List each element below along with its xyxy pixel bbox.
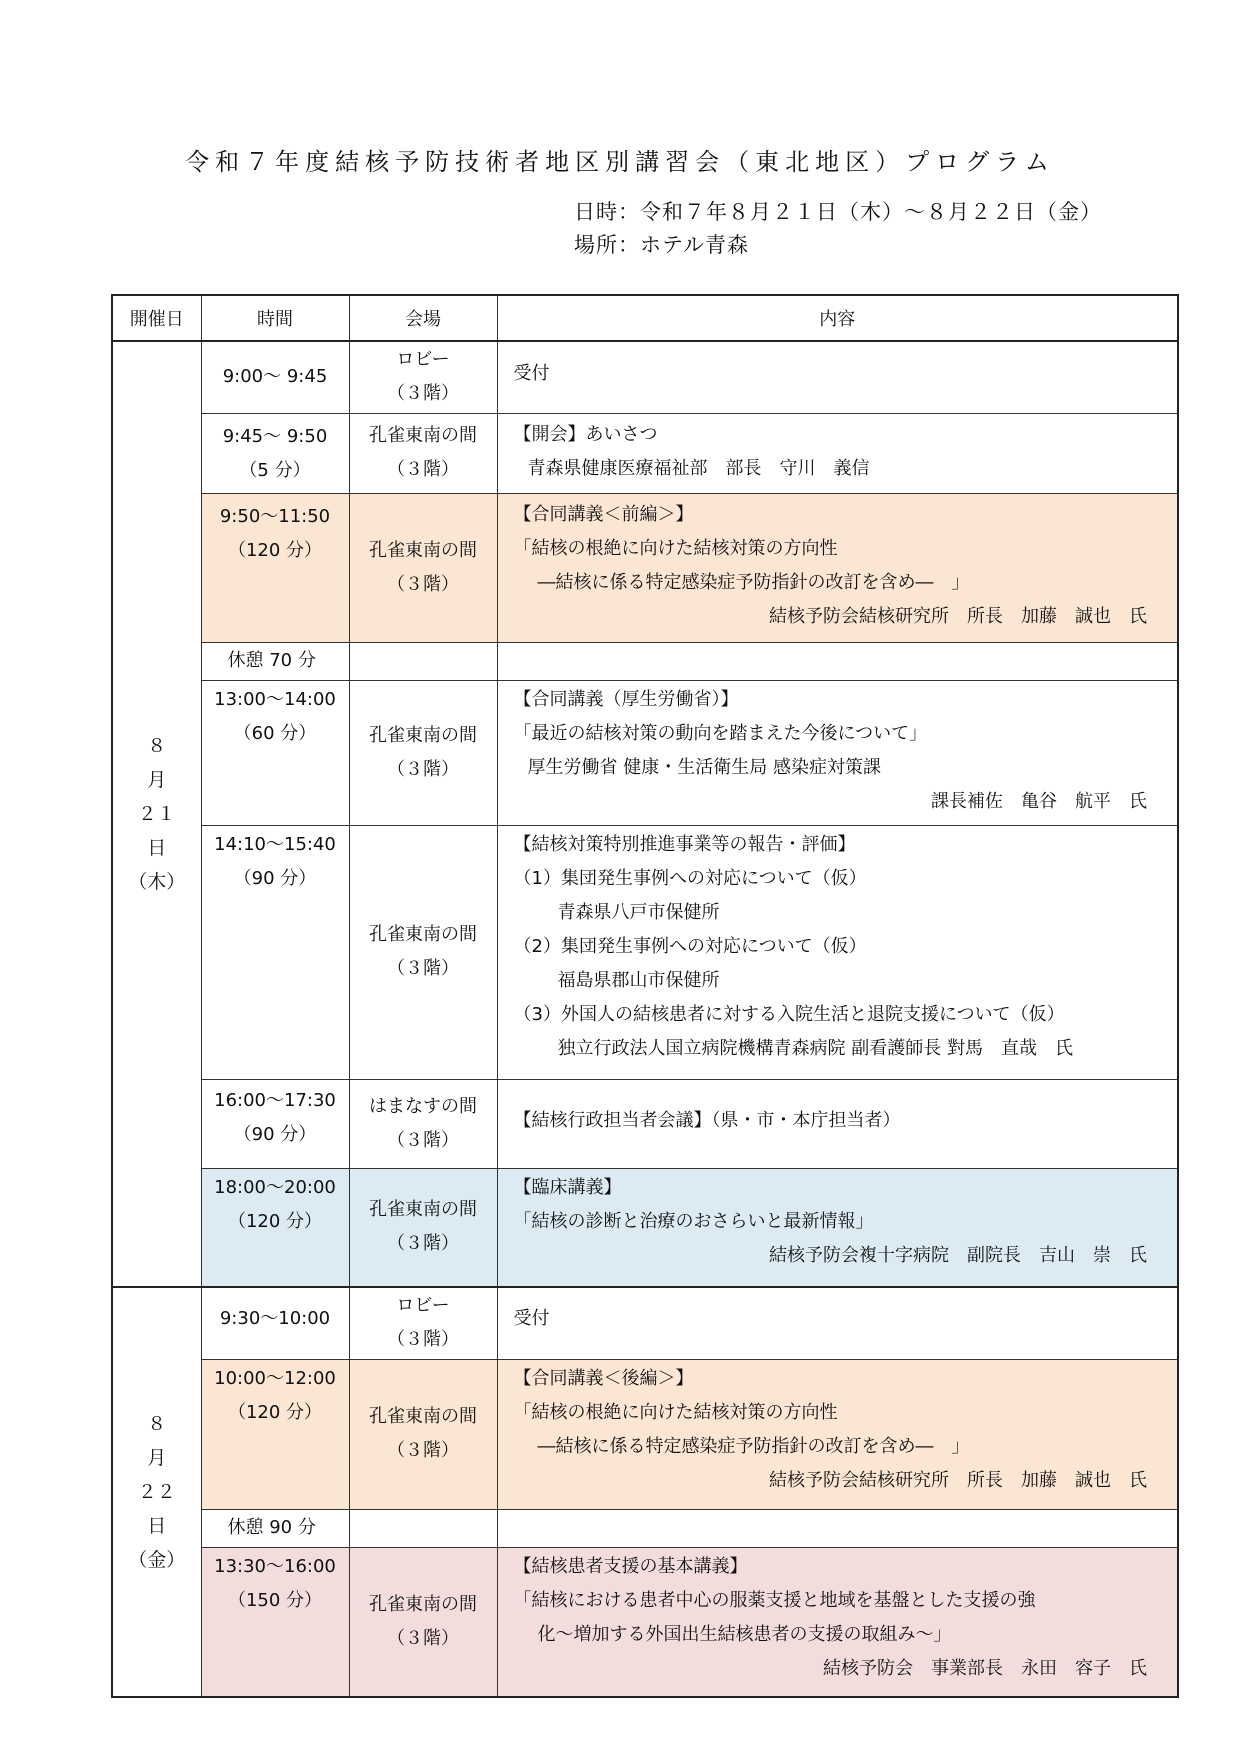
time-cell [201, 1079, 349, 1168]
day2-label-line: 日 [147, 1515, 167, 1537]
venue-floor: （３階） [387, 1329, 459, 1351]
content-cell [497, 493, 1178, 642]
duration-text: （90 分） [233, 1123, 317, 1145]
venue-text: 孔雀東南の間 [369, 724, 477, 746]
content-line: 【合同講義（厚生労働省）】 [513, 688, 739, 710]
duration-text: （150 分） [227, 1589, 323, 1611]
time-text: 9:30～10:00 [219, 1308, 331, 1329]
content-line: 受付 [513, 1308, 550, 1329]
speaker-line: 課長補佐 亀谷 航平 氏 [931, 790, 1147, 812]
table-row [112, 413, 1178, 493]
content-line: 青森県八戸市保健所 [557, 901, 720, 923]
time-text: 9:00～ 9:45 [222, 366, 328, 388]
venue-cell [349, 1079, 497, 1168]
event-date: 日時：令和７年８月２１日（木）～８月２２日（金） [574, 200, 1102, 224]
venue-floor: （３階） [387, 758, 459, 780]
header-time: 時間 [201, 295, 349, 341]
venue-text: 孔雀東南の間 [369, 1593, 477, 1615]
time-cell [201, 1547, 349, 1697]
day2-label-line: 月 [147, 1447, 167, 1469]
venue-text: 孔雀東南の間 [369, 1406, 477, 1427]
header-day: 開催日 [112, 295, 201, 341]
content-line: 【合同講義＜後編＞】 [513, 1367, 694, 1389]
venue-cell [349, 1168, 497, 1287]
break-cell: 休憩 90 分 [201, 1509, 349, 1547]
content-cell [497, 1287, 1178, 1359]
duration-text: （90 分） [233, 867, 317, 889]
day2-label-line: （金） [128, 1549, 186, 1571]
content-line: 厚生労働省 健康・生活衛生局 感染症対策課 [527, 756, 881, 778]
venue-cell [349, 493, 497, 642]
content-line: 【臨床講義】 [513, 1176, 622, 1198]
time-text: 18:00～20:00 [214, 1176, 336, 1198]
content-cell [497, 825, 1178, 1079]
time-text: 9:50～11:50 [219, 505, 331, 527]
venue-text: ロビー [396, 1295, 450, 1317]
content-line: 「結核の診断と治療のおさらいと最新情報」 [513, 1210, 874, 1232]
content-line: 受付 [513, 363, 550, 385]
table-row [112, 680, 1178, 825]
content-line: （3）外国人の結核患者に対する入院生活と退院支援について（仮） [513, 1003, 1065, 1025]
venue-cell [349, 680, 497, 825]
venue-text: はまなすの間 [369, 1095, 477, 1117]
venue-cell [349, 825, 497, 1079]
content-line: （2）集団発生事例への対応について（仮） [513, 935, 867, 957]
time-cell [201, 341, 349, 413]
content-line: 【開会】あいさつ [513, 423, 658, 445]
time-text: 9:45～ 9:50 [222, 425, 328, 447]
content-line: 青森県健康医療福祉部 部長 守川 義信 [527, 457, 870, 479]
venue-cell [349, 1287, 497, 1359]
program-table [111, 294, 1179, 1698]
venue-cell [349, 1547, 497, 1697]
content-cell [497, 1547, 1178, 1697]
day2-label-line: ２２ [137, 1481, 176, 1503]
venue-text: 孔雀東南の間 [369, 539, 477, 561]
event-place: 場所：ホテル青森 [574, 233, 749, 257]
table-row [112, 1547, 1178, 1697]
table-row [112, 1509, 1178, 1547]
time-cell [201, 493, 349, 642]
venue-text: 孔雀東南の間 [369, 425, 477, 446]
duration-text: （5 分） [239, 459, 311, 481]
content-line: ―結核に係る特定感染症予防指針の改訂を含め― 」 [537, 1435, 970, 1457]
venue-floor: （３階） [387, 1233, 459, 1255]
content-line: ―結核に係る特定感染症予防指針の改訂を含め― 」 [537, 571, 970, 593]
content-cell [497, 1359, 1178, 1509]
time-cell [201, 1168, 349, 1287]
table-row [112, 1168, 1178, 1287]
venue-floor: （３階） [387, 1440, 459, 1461]
break-cell: 休憩 70 分 [201, 642, 349, 680]
content-cell [497, 1079, 1178, 1168]
day1-label-line: （木） [128, 871, 186, 893]
header-venue: 会場 [349, 295, 497, 341]
table-row [112, 1287, 1178, 1359]
venue-text: 孔雀東南の間 [369, 1199, 477, 1221]
content-line: 独立行政法人国立病院機構青森病院 副看護師長 對馬 直哉 氏 [557, 1037, 1073, 1059]
day1-label-line: 日 [147, 837, 167, 859]
time-cell [201, 680, 349, 825]
time-text: 14:10～15:40 [214, 833, 336, 855]
content-line: 【結核患者支援の基本講義】 [513, 1555, 748, 1577]
venue-cell [349, 413, 497, 493]
duration-text: （120 分） [227, 1401, 323, 1423]
venue-cell [349, 341, 497, 413]
content-line: 「最近の結核対策の動向を踏まえた今後について」 [513, 722, 928, 744]
day1-cell [112, 341, 201, 1287]
table-header-row [112, 295, 1178, 341]
header-content: 内容 [497, 295, 1178, 341]
time-cell [201, 413, 349, 493]
venue-floor: （３階） [387, 1129, 459, 1151]
time-cell [201, 1359, 349, 1509]
content-cell [497, 341, 1178, 413]
venue-floor: （３階） [387, 958, 459, 979]
speaker-line: 結核予防会結核研究所 所長 加藤 誠也 氏 [769, 605, 1147, 627]
venue-cell [349, 1359, 497, 1509]
venue-text: 孔雀東南の間 [369, 924, 477, 945]
time-text: 10:00～12:00 [214, 1367, 336, 1389]
content-line: 「結核における患者中心の服薬支援と地域を基盤とした支援の強 [513, 1589, 1036, 1611]
venue-text: ロビー [396, 349, 450, 371]
venue-floor: （３階） [387, 459, 459, 480]
day2-cell [112, 1287, 201, 1697]
venue-floor: （３階） [387, 383, 459, 405]
content-line: 【結核行政担当者会議】（県・市・本庁担当者） [513, 1109, 901, 1131]
content-line: 【結核対策特別推進事業等の報告・評価】 [513, 833, 856, 855]
day2-label-line: ８ [147, 1413, 167, 1435]
content-line: 福島県郡山市保健所 [557, 969, 720, 991]
day1-label-line: 月 [147, 769, 167, 791]
content-line: 【合同講義＜前編＞】 [513, 503, 694, 525]
speaker-line: 結核予防会 事業部長 永田 容子 氏 [823, 1657, 1147, 1679]
table-row [112, 493, 1178, 642]
day1-label-line: ２１ [137, 803, 176, 825]
empty-cell [497, 642, 1178, 680]
table-row [112, 341, 1178, 413]
speaker-line: 結核予防会結核研究所 所長 加藤 誠也 氏 [769, 1469, 1147, 1491]
empty-cell [349, 642, 497, 680]
empty-cell [349, 1509, 497, 1547]
day1-label-line: ８ [147, 735, 167, 757]
table-row [112, 825, 1178, 1079]
empty-cell [497, 1509, 1178, 1547]
content-line: 化～増加する外国出生結核患者の支援の取組み～」 [537, 1623, 952, 1645]
time-text: 16:00～17:30 [214, 1089, 336, 1111]
page-title: 令和７年度結核予防技術者地区別講習会（東北地区）プログラム [185, 148, 1055, 176]
venue-floor: （３階） [387, 573, 459, 595]
venue-floor: （３階） [387, 1627, 459, 1649]
time-text: 13:30～16:00 [214, 1555, 336, 1577]
table-row [112, 1079, 1178, 1168]
table-row [112, 642, 1178, 680]
duration-text: （120 分） [227, 539, 323, 561]
time-text: 13:00～14:00 [214, 688, 336, 710]
duration-text: （60 分） [233, 722, 317, 744]
content-cell [497, 680, 1178, 825]
table-row [112, 1359, 1178, 1509]
content-line: 「結核の根絶に向けた結核対策の方向性 [513, 1401, 838, 1423]
time-cell [201, 825, 349, 1079]
content-line: 「結核の根絶に向けた結核対策の方向性 [513, 537, 838, 559]
time-cell [201, 1287, 349, 1359]
speaker-line: 結核予防会複十字病院 副院長 吉山 崇 氏 [769, 1244, 1147, 1266]
content-line: （1）集団発生事例への対応について（仮） [513, 867, 867, 889]
content-cell [497, 413, 1178, 493]
content-cell [497, 1168, 1178, 1287]
duration-text: （120 分） [227, 1210, 323, 1232]
